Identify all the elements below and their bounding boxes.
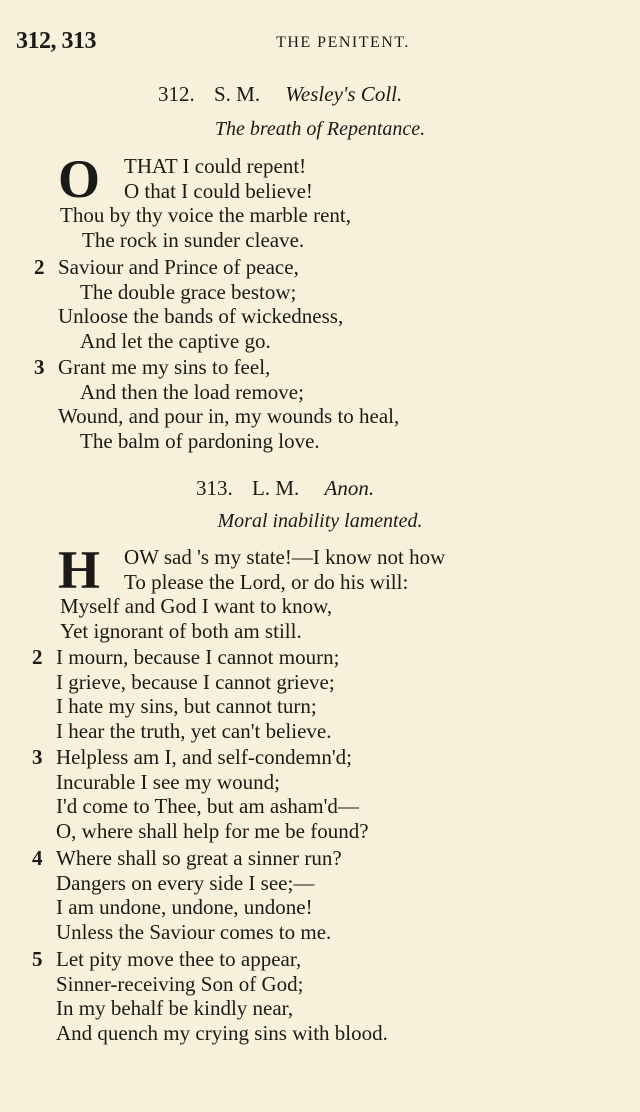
stanza-number: 4: [32, 846, 43, 870]
verse-line: I mourn, because I cannot mourn;: [56, 645, 340, 669]
verse-line: Helpless am I, and self-condemn'd;: [56, 745, 352, 769]
verse-line: Unless the Saviour comes to me.: [56, 919, 332, 944]
verse-line: And quench my crying sins with blood.: [56, 1020, 388, 1045]
verse-line: I grieve, because I cannot grieve;: [56, 669, 335, 694]
verse-line: The double grace bestow;: [80, 279, 297, 304]
verse-line: Myself and God I want to know,: [60, 594, 333, 618]
verse-line: I'd come to Thee, but am asham'd—: [56, 794, 359, 818]
hymn-313-stanza-3: [32, 745, 616, 843]
page-header: [16, 28, 610, 58]
stanza-number: 2: [34, 255, 45, 279]
verse-line: And then the load remove;: [80, 379, 304, 404]
verse-line: Saviour and Prince of peace,: [58, 255, 299, 279]
hymn-313-heading: [196, 476, 374, 501]
verse-line: Incurable I see my wound;: [56, 769, 280, 794]
verse-line: In my behalf be kindly near,: [56, 996, 294, 1020]
verse-line: I hear the truth, yet can't believe.: [56, 718, 332, 743]
hymn-author: Anon.: [324, 476, 375, 500]
verse-line: Unloose the bands of wickedness,: [58, 304, 344, 328]
running-title: THE PENITENT.: [276, 34, 410, 51]
verse-line: THAT I could repent!: [124, 154, 307, 178]
stanza-number: 3: [34, 355, 45, 379]
hymn-313-stanza-2: [32, 645, 616, 743]
stanza-number: 2: [32, 645, 43, 669]
hymn-number: 312.: [158, 82, 195, 106]
hymn-312-title: The breath of Repentance.: [214, 118, 426, 140]
stanza-number: 3: [32, 745, 43, 769]
hymn-312-stanza-1: [58, 149, 620, 252]
verse-line: Let pity move thee to appear,: [56, 947, 302, 971]
hymn-author: Wesley's Coll.: [285, 82, 403, 106]
hymn-meter: S. M.: [214, 82, 261, 106]
verse-line: Thou by thy voice the marble rent,: [60, 203, 351, 227]
page-numbers: 312, 313: [16, 28, 96, 54]
verse-line: Sinner-receiving Son of God;: [56, 971, 304, 996]
verse-line: O that I could believe!: [124, 178, 313, 203]
drop-cap: H: [58, 540, 101, 600]
verse-line: Wound, and pour in, my wounds to heal,: [58, 404, 400, 428]
verse-line: The rock in sunder cleave.: [82, 227, 305, 252]
hymn-312-heading: [158, 82, 402, 107]
hymn-312-stanza-2: [34, 255, 618, 353]
stanza-number: 5: [32, 947, 43, 971]
hymn-313-stanza-4: [32, 846, 616, 944]
verse-line: I am undone, undone, undone!: [56, 895, 313, 919]
verse-line: Yet ignorant of both am still.: [60, 618, 302, 643]
hymn-313-title: Moral inability lamented.: [217, 510, 423, 532]
verse-line: The balm of pardoning love.: [80, 428, 320, 453]
hymn-312-stanza-3: [34, 355, 618, 453]
verse-line: Grant me my sins to feel,: [58, 355, 271, 379]
verse-line: To please the Lord, or do his will:: [124, 569, 409, 594]
verse-line: Dangers on every side I see;—: [56, 870, 315, 895]
verse-line: And let the captive go.: [80, 328, 271, 353]
verse-line: O, where shall help for me be found?: [56, 818, 369, 843]
hymn-number: 313.: [196, 476, 233, 500]
verse-line: I hate my sins, but cannot turn;: [56, 694, 317, 718]
drop-cap: O: [58, 149, 101, 209]
hymn-313-stanza-1: [58, 540, 620, 643]
hymn-313-stanza-5: [32, 947, 616, 1045]
hymn-meter: L. M.: [252, 476, 300, 500]
verse-line: OW sad 's my state!—I know not how: [124, 545, 446, 569]
verse-line: Where shall so great a sinner run?: [56, 846, 342, 870]
